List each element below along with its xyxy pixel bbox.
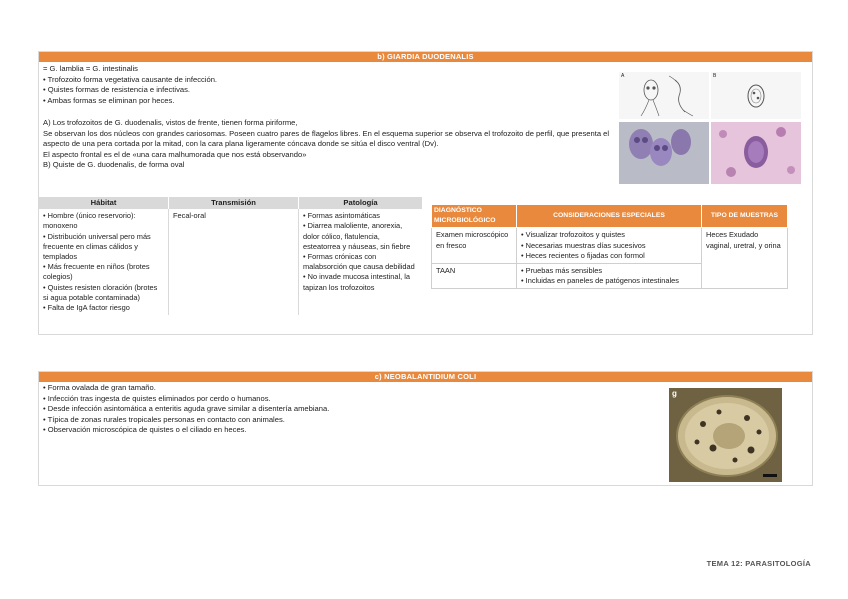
list-item: • Desde infección asintomática a enteritis aguda grave similar a disentería amebiana. — [43, 404, 643, 415]
fig-label-g: g — [672, 389, 677, 398]
page-footer: TEMA 12: PARASITOLOGÍA — [706, 559, 811, 568]
method-cell: TAAN — [432, 264, 517, 289]
para-a-body: Se observan los dos núcleos con grandes cariosomas. Poseen cuatro pares de flagelos libres. En el esquema superior se observa el trofozoito de perfil, que presenta el aspecto de una pera cortada por la mitad, con la cara plana ligeramente cóncava donde se sitúa el disco ventral (Dv). — [43, 128, 610, 149]
giardia-banner: b) GIARDIA DUODENALIS — [39, 52, 812, 62]
list-item: • Heces recientes o fijadas con formol — [521, 251, 697, 261]
fig-label-a: A — [621, 73, 625, 79]
giardia-bullet: • Ambas formas se eliminan por heces. — [43, 96, 613, 107]
header-habitat: Hábitat — [39, 197, 169, 209]
list-item: • Quistes resisten cloración (brotes si agua potable contaminada) — [43, 283, 164, 303]
fig-label-b: B — [713, 73, 717, 79]
neobalantidium-micrograph — [669, 388, 782, 482]
list-item: • Visualizar trofozoitos y quistes — [521, 230, 697, 240]
header-samples: TIPO DE MUESTRAS — [702, 205, 788, 228]
header-pathology: Patología — [299, 197, 423, 209]
table-row — [39, 209, 423, 315]
list-item: • Distribución universal pero más frecuente en climas cálidos y templados — [43, 232, 164, 263]
ciliate-icon — [669, 388, 782, 482]
method-cell: Examen microscópico en fresco — [432, 228, 517, 264]
header-transmission: Transmisión — [169, 197, 299, 209]
list-item: • Necesarias muestras días sucesivos — [521, 241, 697, 251]
giardia-cyst-micrograph — [711, 122, 801, 184]
pathology-cell — [299, 209, 423, 315]
list-item: • Diarrea maloliente, anorexia, dolor cólico, flatulencia, esteatorrea y náuseas, sin fiebre — [303, 221, 419, 252]
giardia-description — [43, 118, 613, 171]
table-row — [432, 228, 788, 264]
giardia-figure-b-drawing — [711, 72, 801, 119]
para-a-face: El aspecto frontal es el de «una cara malhumorada que nos está observando» — [43, 149, 307, 159]
giardia-section — [38, 51, 813, 335]
giardia-habitat-table — [39, 197, 423, 315]
list-item: • Forma ovalada de gran tamaño. — [43, 383, 643, 394]
giardia-trophozoite-micrograph — [619, 122, 709, 184]
list-item: • Pruebas más sensibles — [521, 266, 697, 276]
notes-cell — [517, 264, 702, 289]
neobalantidium-banner: c) NEOBALANTIDIUM COLI — [39, 372, 812, 382]
list-item: • Típica de zonas rurales tropicales personas en contacto con animales. — [43, 415, 643, 426]
giardia-bullet: • Quistes formas de resistencia e infectivas. — [43, 85, 613, 96]
giardia-synonyms: = G. lamblia = G. intestinalis — [43, 64, 138, 73]
trophozoite-stain-icon — [619, 122, 709, 184]
samples-cell: Heces Exudado vaginal, uretral, y orina — [702, 228, 788, 289]
list-item: • Incluidas en paneles de patógenos intestinales — [521, 276, 697, 286]
header-considerations: CONSIDERACIONES ESPECIALES — [517, 205, 702, 228]
transmission-cell: Fecal-oral — [169, 209, 299, 315]
neobalantidium-section — [38, 371, 813, 486]
habitat-cell — [39, 209, 169, 315]
list-item: • Formas asintomáticas — [303, 211, 419, 221]
list-item: • Hombre (único reservorio): monoxeno — [43, 211, 164, 231]
cyst-stain-icon — [711, 122, 801, 184]
list-item: • Más frecuente en niños (brotes colegios) — [43, 262, 164, 282]
giardia-figure-a-drawing — [619, 72, 709, 119]
list-item: • Observación microscópica de quistes o el ciliado en heces. — [43, 425, 643, 436]
list-item: • Infección tras ingesta de quistes eliminados por cerdo o humanos. — [43, 394, 643, 405]
notes-cell — [517, 228, 702, 264]
trophozoite-sketch-icon — [619, 72, 709, 119]
neobalantidium-bullets — [43, 383, 643, 436]
header-diagnosis: DIAGNÓSTICO MICROBIOLÓGICO — [432, 205, 517, 228]
list-item: • Falta de IgA factor riesgo — [43, 303, 164, 313]
list-item: • No invade mucosa intestinal, la tapizan los trofozoitos — [303, 272, 419, 292]
para-a-title: A) Los trofozoitos de G. duodenalis, vistos de frente, tienen forma piriforme, — [43, 118, 298, 127]
cyst-sketch-icon — [711, 72, 801, 119]
list-item: • Formas crónicas con malabsorción que causa debilidad — [303, 252, 419, 272]
giardia-bullet: • Trofozoito forma vegetativa causante de infección. — [43, 75, 613, 86]
para-b: B) Quiste de G. duodenalis, de forma oval — [43, 160, 185, 170]
giardia-intro — [43, 64, 613, 106]
giardia-diagnosis-table — [431, 204, 788, 289]
